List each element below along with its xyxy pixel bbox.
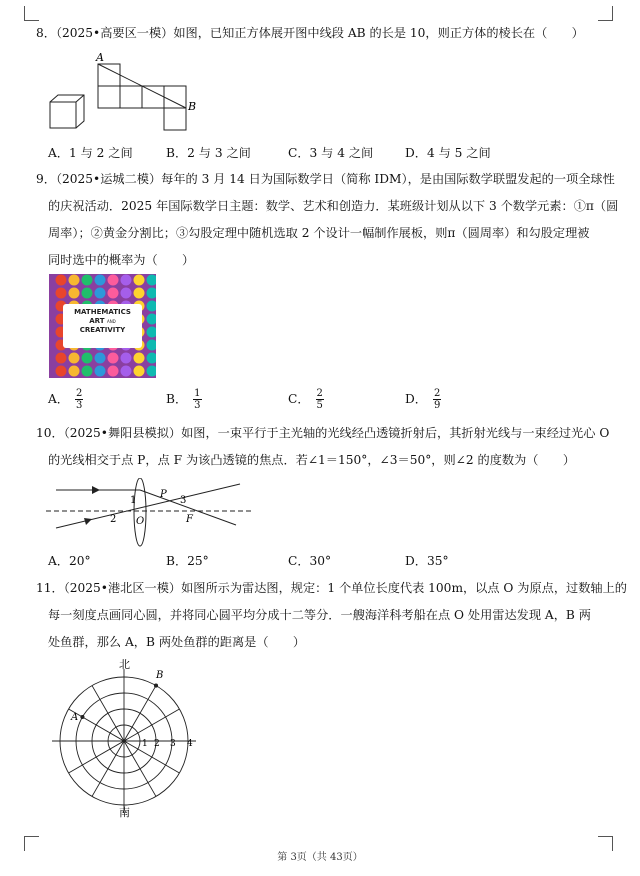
poster-title-line-1: MATHEMATICS — [74, 308, 131, 316]
q8-option-c[interactable]: C．3 与 4 之间 — [288, 146, 374, 160]
label-south: 南 — [119, 806, 130, 819]
poster-petal — [56, 366, 67, 377]
poster-petal — [82, 288, 93, 299]
poster-petal — [56, 275, 67, 286]
poster-petal — [56, 288, 67, 299]
poster-title-line-2b: AND — [106, 319, 116, 324]
fraction-c — [316, 388, 324, 411]
q10-option-d[interactable]: D．35° — [405, 554, 449, 568]
fraction-c-denominator: 5 — [316, 400, 323, 411]
poster-petal — [69, 353, 80, 364]
label-f: F — [186, 514, 193, 525]
poster-petal — [108, 353, 119, 364]
poster-petal — [108, 288, 119, 299]
poster-petal — [69, 288, 80, 299]
q9-option-d-letter: D． — [405, 392, 427, 406]
poster-petal — [56, 353, 67, 364]
cube-net-figure — [44, 52, 204, 132]
angle-label-3: 3 — [180, 495, 187, 506]
poster-petal — [69, 366, 80, 377]
convex-lens-figure — [46, 478, 256, 550]
q8-option-b[interactable]: B．2 与 3 之间 — [166, 146, 251, 160]
fraction-d — [433, 388, 441, 411]
tick-label-2: 2 — [154, 739, 160, 749]
poster-petal — [121, 366, 132, 377]
q9-line-3: 周率）；②黄金分割比；③勾股定理中随机选取 2 个设计一幅制作展板，则π（圆周率）和勾股定理被 — [48, 226, 590, 240]
q11-line-3: 处鱼群，那么 A，B 两处鱼群的距离是（ ） — [48, 635, 306, 649]
fraction-a-denominator: 3 — [76, 400, 83, 411]
q9-option-c-letter: C． — [288, 392, 310, 406]
radar-figure — [44, 656, 204, 820]
q9-option-a[interactable] — [48, 388, 83, 411]
q9-line-1: 9．（2025•运城二模）每年的 3 月 14 日为国际数学日（简称 IDM），是由国际数学联盟发起的一项全球性 — [36, 172, 615, 186]
q8-option-d[interactable]: D．4 与 5 之间 — [405, 146, 491, 160]
poster-petal — [95, 353, 106, 364]
incident-ray-arrow — [92, 486, 100, 494]
fraction-d-numerator: 2 — [433, 388, 441, 399]
point-b — [154, 684, 157, 687]
q9-option-a-letter: A． — [48, 392, 69, 406]
fraction-a — [75, 388, 83, 411]
q9-line-2: 的庆祝活动．2025 年国际数学日主题：数学、艺术和创造力．某班级计划从以下 3 个数学元素：①π（圆 — [48, 199, 619, 213]
tick-label-1: 1 — [142, 739, 148, 749]
angle-label-2: 2 — [110, 514, 117, 525]
point-a — [81, 715, 84, 718]
q10-option-b[interactable]: B．25° — [166, 554, 209, 568]
poster-petal — [108, 366, 119, 377]
q9-option-d[interactable] — [405, 388, 441, 411]
poster-petal — [134, 288, 145, 299]
net-label-b: B — [188, 100, 197, 113]
q10-option-a[interactable]: A．20° — [48, 554, 91, 568]
q9-option-c[interactable] — [288, 388, 324, 411]
label-o: O — [136, 516, 145, 527]
label-north: 北 — [119, 658, 130, 671]
poster-petal — [69, 275, 80, 286]
fraction-b — [193, 388, 201, 411]
poster-petal — [134, 353, 145, 364]
q10-line-1: 10．（2025•舞阳县模拟）如图，一束平行于主光轴的光线经凸透镜折射后，其折射光线与一束经过光心 O — [36, 426, 610, 440]
fraction-d-denominator: 9 — [433, 400, 441, 411]
q9-option-b[interactable] — [166, 388, 202, 411]
optical-center-ray — [56, 484, 240, 528]
fraction-b-numerator: 1 — [194, 388, 201, 399]
poster-petal — [134, 366, 145, 377]
poster-petal — [82, 275, 93, 286]
poster-title-line-3: CREATIVITY — [79, 326, 126, 334]
tick-label-3: 3 — [170, 739, 176, 749]
net-label-a: A — [96, 52, 104, 64]
q9-line-4: 同时选中的概率为（ ） — [48, 253, 195, 267]
convex-lens — [134, 478, 146, 546]
q8-stem: 8．（2025•高要区一模）如图，已知正方体展开图中线段 AB 的长是 10，则正方体的棱长在（ ） — [36, 26, 584, 40]
poster-petal — [121, 353, 132, 364]
poster-petal — [121, 288, 132, 299]
math-art-poster-image — [49, 274, 156, 378]
poster-petal — [95, 366, 106, 377]
label-point-b: B — [156, 670, 164, 681]
cube-drawing — [50, 95, 84, 128]
corner-mark-top-left — [24, 6, 39, 21]
net-drawing — [98, 64, 186, 130]
q11-line-2: 每一刻度点画同心圆，并将同心圆平均分成十二等分．一艘海洋科考船在点 O 处用雷达发现 A，B 两 — [48, 608, 591, 622]
poster-petal — [121, 275, 132, 286]
page-footer: 第 3页（共 43页） — [277, 852, 363, 863]
center-ray-arrow — [84, 518, 92, 525]
tick-label-4: 4 — [187, 739, 193, 749]
fraction-b-denominator: 3 — [194, 400, 201, 411]
q10-line-2: 的光线相交于点 P，点 F 为该凸透镜的焦点．若∠1＝150°，∠3＝50°，则∠2 的度数为（ ） — [48, 453, 576, 467]
q11-line-1: 11．（2025•港北区一模）如图所示为雷达图，规定：1 个单位长度代表 100m，以点 O 为原点，过数轴上的 — [36, 581, 627, 595]
fraction-c-numerator: 2 — [316, 388, 323, 399]
poster-title-line-2a: ART — [89, 317, 105, 325]
poster-petal — [82, 366, 93, 377]
q10-option-c[interactable]: C．30° — [288, 554, 332, 568]
poster-petal — [134, 275, 145, 286]
poster-petal — [95, 288, 106, 299]
poster-petal — [82, 353, 93, 364]
angle-label-1: 1 — [130, 495, 137, 506]
fraction-a-numerator: 2 — [76, 388, 83, 399]
label-point-a: A — [71, 712, 79, 723]
poster-petal — [95, 275, 106, 286]
poster-card — [63, 304, 142, 348]
q8-option-a[interactable]: A．1 与 2 之间 — [48, 146, 133, 160]
label-p: P — [160, 489, 167, 500]
poster-petal — [108, 275, 119, 286]
corner-mark-top-right — [598, 6, 613, 21]
q9-option-b-letter: B． — [166, 392, 188, 406]
